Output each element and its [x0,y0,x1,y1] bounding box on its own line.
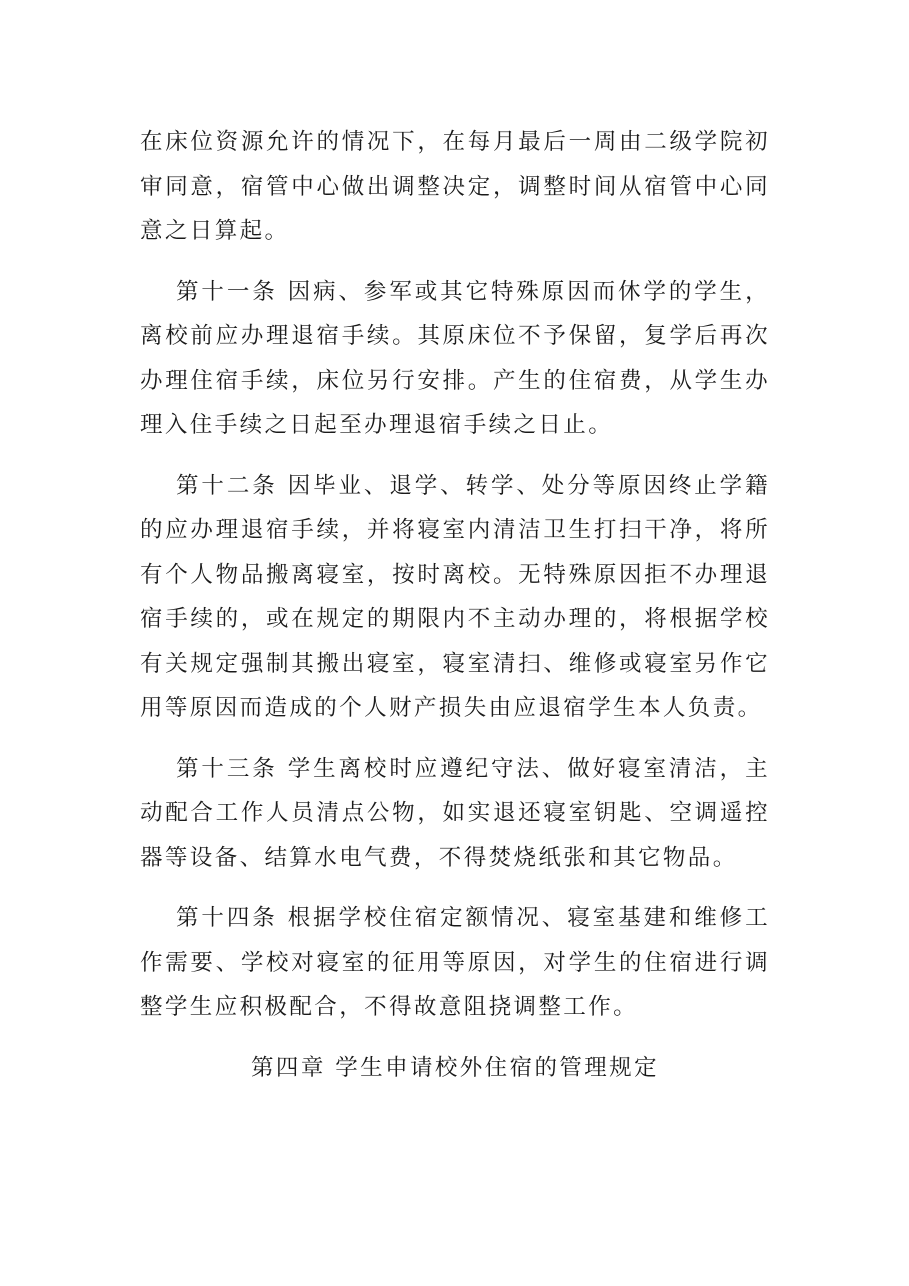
paragraph-article-13: 第十三条 学生离校时应遵纪守法、做好寝室清洁，主动配合工作人员清点公物，如实退还寝室钥匙、空调遥控器等设备、结算水电气费，不得焚烧纸张和其它物品。 [140,755,770,871]
paragraph-article-14: 第十四条 根据学校住宿定额情况、寝室基建和维修工作需要、学校对寝室的征用等原因，对学生的住宿进行调整学生应积极配合，不得故意阻挠调整工作。 [140,905,770,1020]
paragraph-article-12: 第十二条 因毕业、退学、转学、处分等原因终止学籍的应办理退宿手续，并将寝室内清洁卫生打扫干净，将所有个人物品搬离寝室，按时离校。无特殊原因拒不办理退宿手续的，或在规定的期限内不主动办理的，将根据学校有关规定强制其搬出寝室，寝室清扫、维修或寝室另作它用等原因而造成的个人财产损失由应退宿学生本人负责。 [140,472,770,721]
document-body [140,120,770,1090]
paragraph-continuation: 在床位资源允许的情况下，在每月最后一周由二级学院初审同意，宿管中心做出调整决定，调整时间从宿管中心同意之日算起。 [140,129,770,244]
paragraph-article-11: 第十一条 因病、参军或其它特殊原因而休学的学生，离校前应办理退宿手续。其原床位不予保留，复学后再次办理住宿手续，床位另行安排。产生的住宿费，从学生办理入住手续之日起至办理退宿手续之日止。 [140,278,770,438]
chapter-heading: 第四章 学生申请校外住宿的管理规定 [251,1054,659,1081]
